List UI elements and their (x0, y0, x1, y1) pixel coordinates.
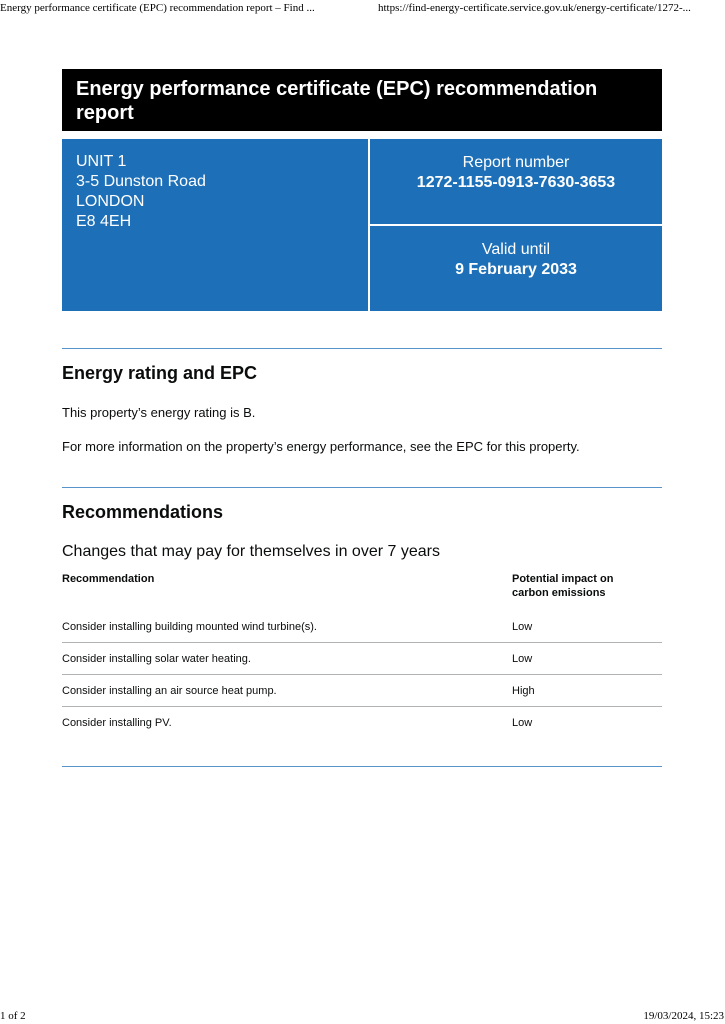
address-box (62, 139, 368, 311)
certificate-summary (62, 139, 662, 311)
valid-until-label: Valid until (481, 241, 551, 258)
column-header-impact-line-1: Potential impact on (512, 573, 614, 585)
energy-rating-text: This property’s energy rating is B. (62, 405, 256, 420)
report-number-box (370, 139, 662, 224)
print-datetime: 19/03/2024, 15:23 (643, 1010, 724, 1022)
impact-cell: Low (512, 717, 533, 729)
title-bar (62, 69, 662, 131)
recommendation-cell: Consider installing an air source heat pump. (62, 685, 277, 697)
valid-until-box (370, 226, 662, 311)
table-row (62, 611, 662, 643)
table-header-row (62, 571, 662, 611)
column-header-impact-line-2: carbon emissions (512, 587, 606, 599)
recommendation-cell: Consider installing solar water heating. (62, 653, 251, 665)
recommendations-heading: Recommendations (62, 502, 224, 522)
energy-rating-heading: Energy rating and EPC (62, 363, 258, 383)
section-divider (62, 766, 662, 767)
epc-info-text: For more information on the property’s energy performance, see the EPC for this property. (62, 439, 580, 454)
print-page-title: Energy performance certificate (EPC) recommendation report – Find ... (0, 2, 315, 14)
recommendation-cell: Consider installing PV. (62, 717, 172, 729)
impact-cell: High (512, 685, 535, 697)
page-title: Energy performance certificate (EPC) recommendation report (76, 78, 598, 124)
address-line-3: LONDON (76, 193, 145, 210)
report-number-value: 1272-1155-0913-7630-3653 (416, 174, 616, 191)
table-row (62, 675, 662, 707)
section-divider (62, 348, 662, 349)
recommendations-table (62, 571, 662, 739)
section-divider (62, 487, 662, 488)
impact-cell: Low (512, 653, 533, 665)
print-footer (0, 1010, 725, 1024)
recommendation-cell: Consider installing building mounted wind turbine(s). (62, 621, 317, 633)
impact-cell: Low (512, 621, 533, 633)
column-header-impact (512, 572, 642, 600)
print-header (0, 2, 725, 18)
recommendations-subheading: Changes that may pay for themselves in over 7 years (62, 543, 440, 560)
table-row (62, 643, 662, 675)
address-line-2: 3-5 Dunston Road (76, 173, 206, 190)
print-page-number: 1 of 2 (0, 1010, 26, 1022)
address-line-4: E8 4EH (76, 213, 132, 230)
report-number-label: Report number (462, 154, 570, 171)
column-header-recommendation: Recommendation (62, 573, 155, 585)
address-line-1: UNIT 1 (76, 153, 127, 170)
valid-until-date: 9 February 2033 (455, 261, 577, 278)
table-row (62, 707, 662, 739)
print-url: https://find-energy-certificate.service.gov.uk/energy-certificate/1272-... (378, 2, 691, 14)
